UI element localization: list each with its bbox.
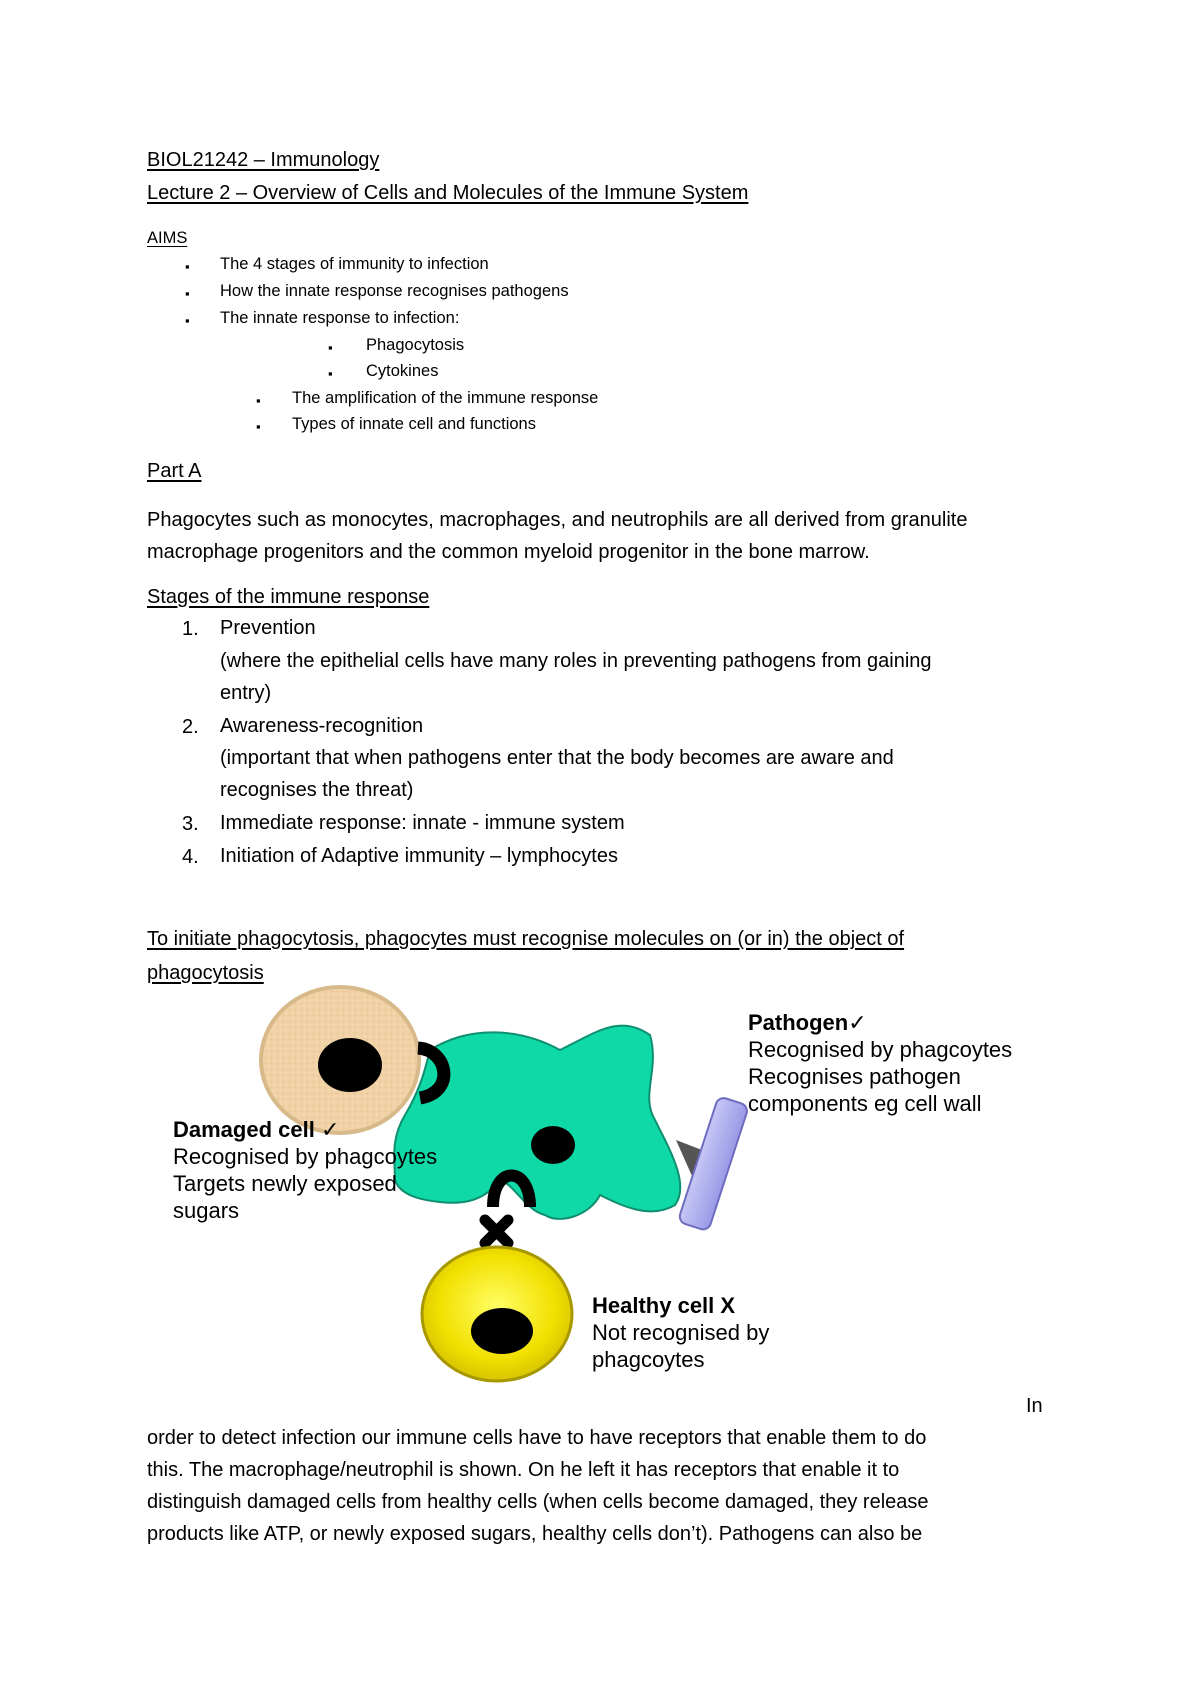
stage-title: Immediate response: innate - immune system xyxy=(220,812,625,834)
pathogen-title: Pathogen✓ xyxy=(748,1010,867,1035)
stage-title: Awareness-recognition xyxy=(220,715,424,737)
stage-note: recognises the threat) xyxy=(220,779,414,801)
stage-note: (important that when pathogens enter that the body becomes are aware and xyxy=(220,747,894,769)
closing-paragraph-word: In xyxy=(1026,1395,1043,1417)
bullet-icon: ▪ xyxy=(185,286,190,301)
phagocyte-nucleus xyxy=(531,1126,575,1164)
aims-subitem: Cytokines xyxy=(366,362,439,380)
bullet-icon: ▪ xyxy=(328,366,333,381)
bullet-icon: ▪ xyxy=(185,313,190,328)
aims-item: The 4 stages of immunity to infection xyxy=(220,255,489,273)
closing-paragraph-line: this. The macrophage/neutrophil is shown. On he left it has receptors that enable it to xyxy=(147,1459,900,1481)
closing-paragraph-line: order to detect infection our immune cells have to have receptors that enable them to do xyxy=(147,1427,927,1449)
stage-note: (where the epithelial cells have many roles in preventing pathogens from gaining xyxy=(220,650,932,672)
stage-title: Prevention xyxy=(220,617,316,639)
aims-heading: AIMS xyxy=(147,229,188,247)
stage-number: 3. xyxy=(182,813,199,835)
no-binding-cross-icon xyxy=(485,1220,508,1243)
bullet-icon: ▪ xyxy=(256,393,261,408)
bullet-icon: ▪ xyxy=(328,340,333,355)
part-a-paragraph-line: Phagocytes such as monocytes, macrophages, and neutrophils are all derived from granulite xyxy=(147,509,968,531)
phagocytosis-heading-line: To initiate phagocytosis, phagocytes must recognise molecules on (or in) the object of xyxy=(147,928,905,950)
damaged-cell-title: Damaged cell ✓ xyxy=(173,1117,340,1142)
stage-number: 1. xyxy=(182,618,199,640)
damaged-cell-label xyxy=(173,1116,437,1224)
stage-note: entry) xyxy=(220,682,272,704)
pathogen-desc-line: Recognises pathogen xyxy=(748,1064,961,1089)
bullet-icon: ▪ xyxy=(256,419,261,434)
damaged-cell-desc-line: sugars xyxy=(173,1198,240,1223)
aims-item: Types of innate cell and functions xyxy=(292,415,536,433)
healthy-cell-label xyxy=(592,1292,769,1373)
pathogen-label xyxy=(748,1009,1012,1117)
part-a-paragraph-line: macrophage progenitors and the common myeloid progenitor in the bone marrow. xyxy=(147,541,870,563)
aims-item: How the innate response recognises pathogens xyxy=(220,282,569,300)
bullet-icon: ▪ xyxy=(185,259,190,274)
stages-heading: Stages of the immune response xyxy=(147,586,430,608)
damaged-cell-desc-line: Targets newly exposed xyxy=(173,1171,397,1196)
pathogen-desc-line: components eg cell wall xyxy=(748,1091,982,1116)
closing-paragraph-line: products like ATP, or newly exposed sugars, healthy cells don’t). Pathogens can also be xyxy=(147,1523,923,1545)
healthy-cell-nucleus xyxy=(471,1308,533,1354)
damaged-cell-desc-line: Recognised by phagcoytes xyxy=(173,1144,438,1169)
closing-paragraph-line: distinguish damaged cells from healthy cells (when cells become damaged, they release xyxy=(147,1491,929,1513)
healthy-cell-title: Healthy cell X xyxy=(592,1293,736,1318)
part-a-heading: Part A xyxy=(147,460,202,482)
aims-item: The innate response to infection: xyxy=(220,309,460,327)
damaged-cell-nucleus xyxy=(318,1038,382,1092)
aims-item: The amplification of the immune response xyxy=(292,389,599,407)
healthy-cell-receptor xyxy=(493,1176,530,1208)
healthy-cell-desc-line: phagcoytes xyxy=(592,1347,705,1372)
course-title: BIOL21242 – Immunology xyxy=(147,149,380,171)
lecture-title: Lecture 2 – Overview of Cells and Molecules of the Immune System xyxy=(147,182,749,204)
stage-number: 4. xyxy=(182,846,199,868)
pathogen-desc-line: Recognised by phagcoytes xyxy=(748,1037,1013,1062)
aims-subitem: Phagocytosis xyxy=(366,336,465,354)
stage-title: Initiation of Adaptive immunity – lymphocytes xyxy=(220,845,618,867)
healthy-cell-desc-line: Not recognised by xyxy=(592,1320,770,1345)
stage-number: 2. xyxy=(182,716,199,738)
phagocytosis-heading-line: phagocytosis xyxy=(147,962,264,984)
